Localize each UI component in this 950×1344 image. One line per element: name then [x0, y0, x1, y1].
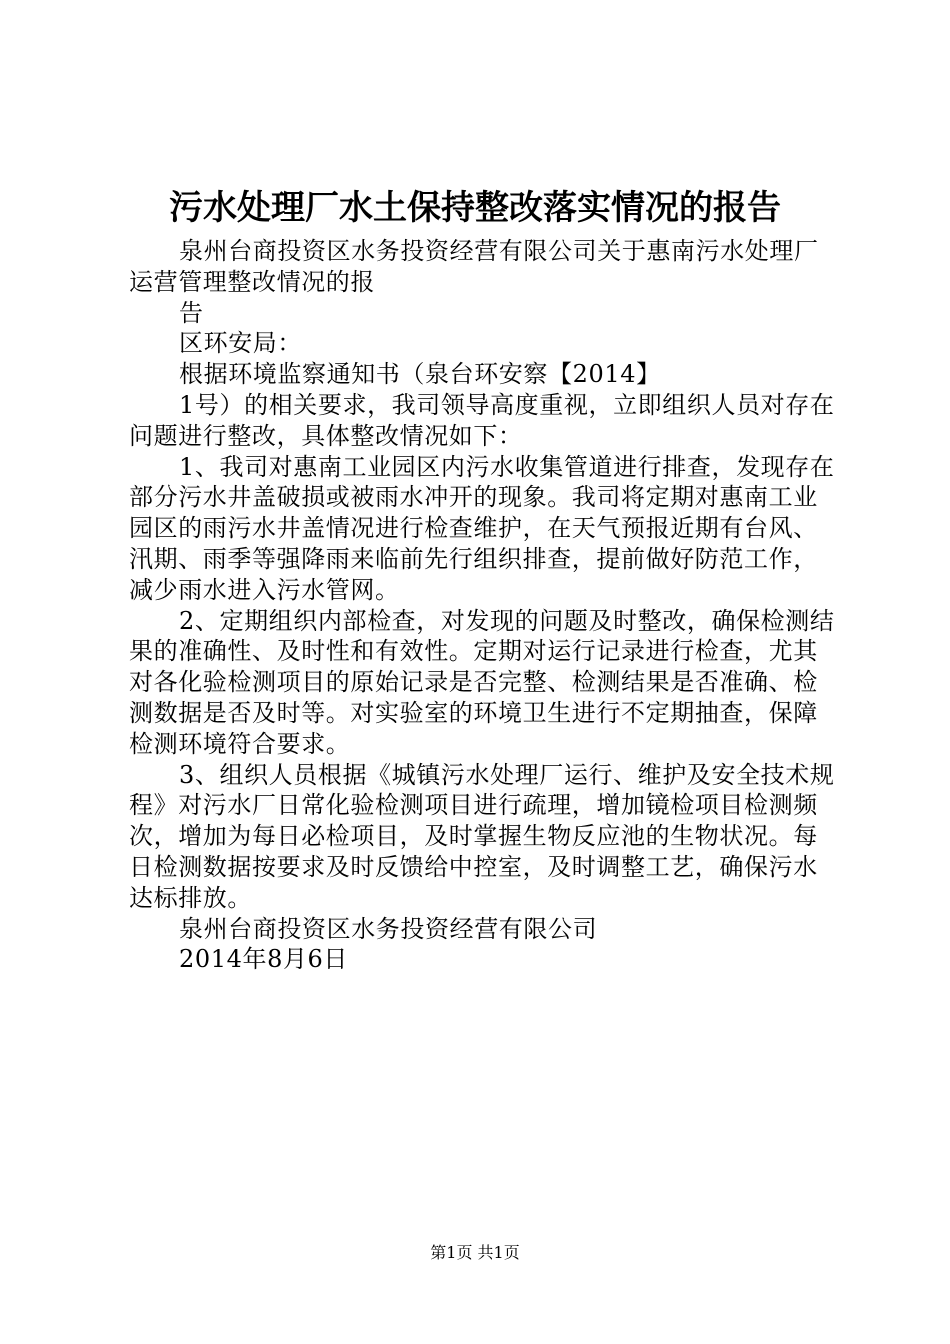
paragraph-subject-continued: 告: [179, 298, 204, 327]
document-body: [129, 232, 839, 975]
paragraph-date: 2014年8月6日: [179, 945, 349, 974]
paragraph-addressee: 区环安局：: [179, 329, 302, 358]
paragraph-item-3: 3、组织人员根据《城镇污水处理厂运行、维护及安全技术规程》对污水厂日常化验检测项目进行疏理，增加镜检项目检测频次，增加为每日必检项目，及时掌握生物反应池的生物状况。每日检测数据按要求及时反馈给中控室，及时调整工艺，确保污水达标排放。: [129, 760, 835, 912]
paragraph-item-1: 1、我司对惠南工业园区内污水收集管道进行排查，发现存在部分污水井盖破损或被雨水冲开的现象。我司将定期对惠南工业园区的雨污水井盖情况进行检查维护，在天气预报近期有台风、汛期、雨季等强降雨来临前先行组织排查，提前做好防范工作，减少雨水进入污水管网。: [129, 452, 835, 604]
paragraph-basis: 根据环境监察通知书（泉台环安察【2014】: [179, 360, 661, 389]
paragraph-intro: 1号）的相关要求，我司领导高度重视，立即组织人员对存在问题进行整改，具体整改情况如下：: [129, 390, 835, 450]
paragraph-signature: 泉州台商投资区水务投资经营有限公司: [179, 914, 598, 943]
paragraph-subject: 泉州台商投资区水务投资经营有限公司关于惠南污水处理厂运营管理整改情况的报: [129, 237, 819, 296]
paragraph-item-2: 2、定期组织内部检查，对发现的问题及时整改，确保检测结果的准确性、及时性和有效性。定期对运行记录进行检查，尤其对各化验检测项目的原始记录是否完整、检测结果是否准确、检测数据是否及时等。对实验室的环境卫生进行不定期抽查，保障检测环境符合要求。: [129, 606, 835, 758]
page-footer: 第1页 共1页: [430, 1243, 520, 1262]
document-title: 污水处理厂水土保持整改落实情况的报告: [169, 188, 781, 228]
